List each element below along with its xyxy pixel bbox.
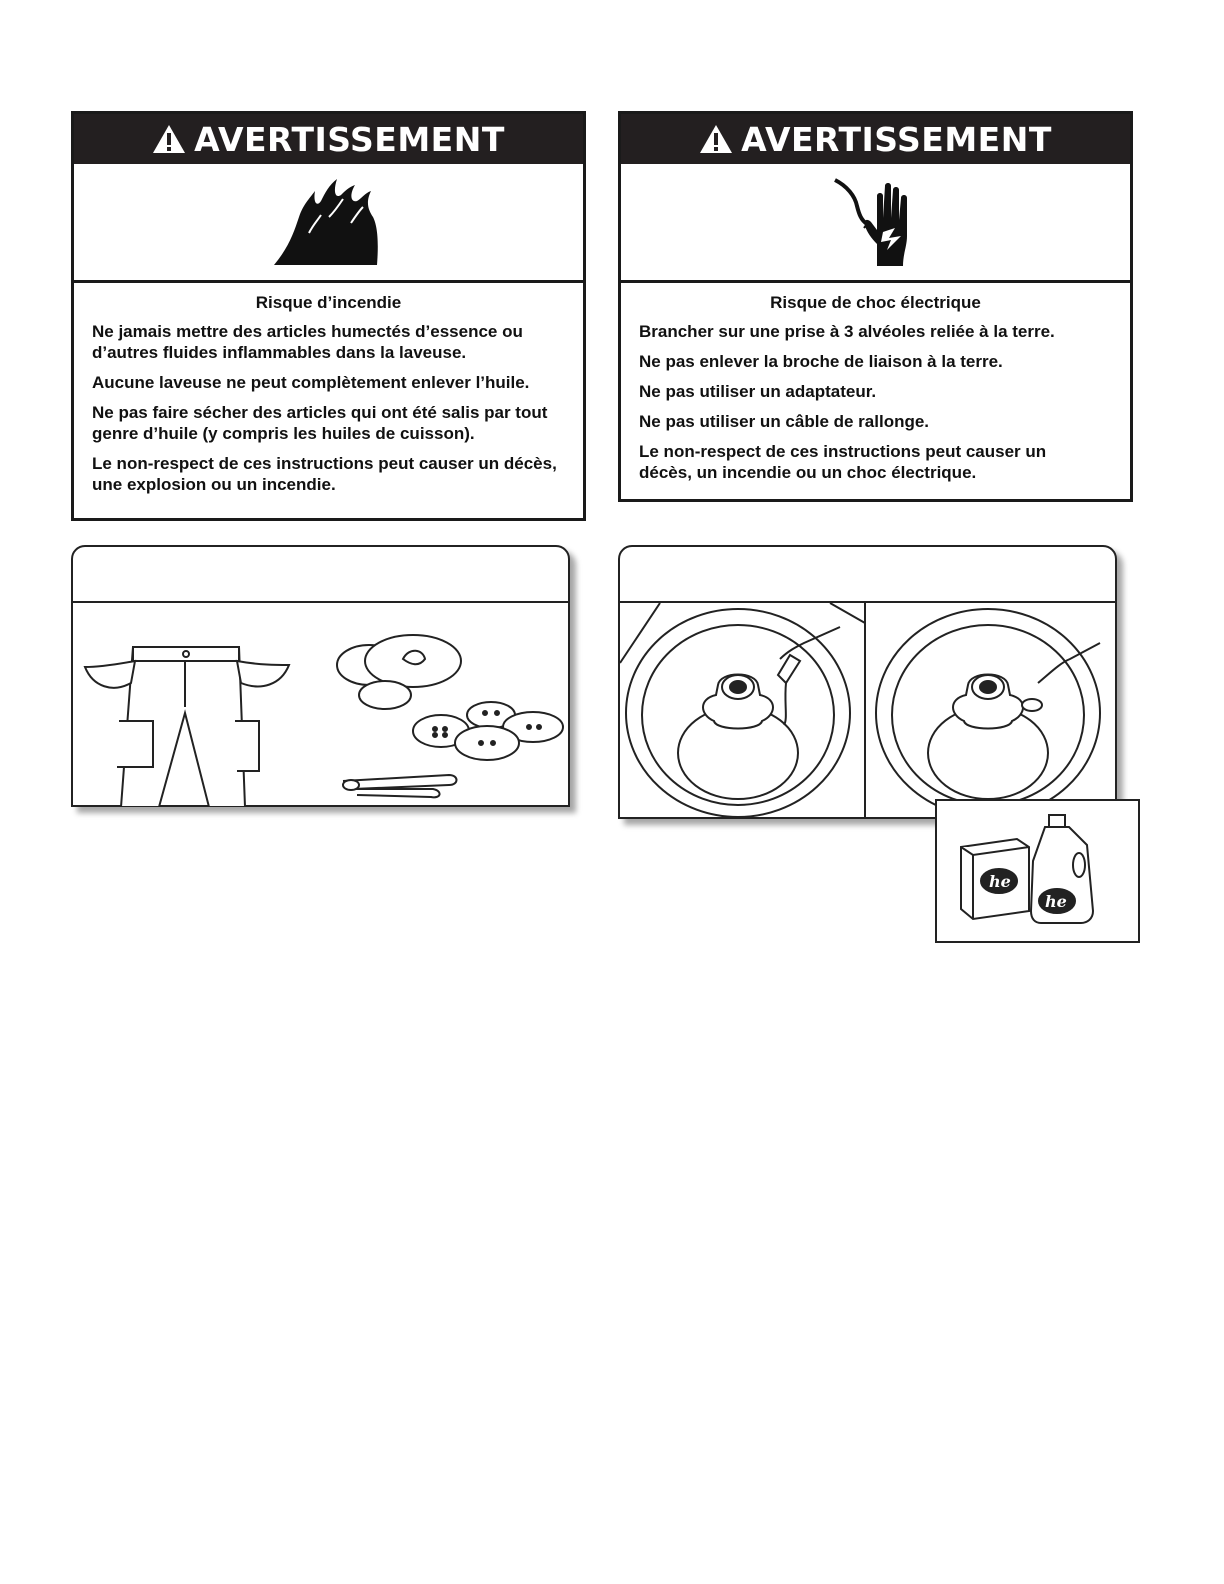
fire-warning-box — [71, 111, 586, 521]
detergent-bottle-illustration — [1031, 815, 1093, 923]
shock-warning-text: Le non-respect de ces instructions peut causer un décès, un incendie ou un choc électrique. — [639, 442, 1047, 482]
detergent-box-illustration — [961, 839, 1029, 919]
add-detergent-illustration — [620, 603, 1115, 824]
fire-icon — [269, 177, 389, 267]
electric-shock-hand-icon — [831, 174, 921, 270]
safety-pins-illustration — [343, 775, 457, 797]
card-header — [620, 547, 1115, 603]
fire-icon-area — [74, 164, 583, 283]
shock-warning-text: Ne pas enlever la broche de liaison à la terre. — [639, 352, 1003, 371]
empty-pockets-illustration — [73, 603, 568, 812]
warning-header-text: AVERTISSEMENT — [741, 119, 1052, 159]
svg-text:he: he — [989, 872, 1011, 891]
shock-warning-box — [618, 111, 1133, 502]
fire-risk-title: Risque d’incendie — [255, 293, 402, 312]
card-header — [73, 547, 568, 603]
add-detergent-card — [618, 545, 1117, 819]
shock-risk-title: Risque de choc électrique — [770, 293, 981, 312]
shock-warning-text: Brancher sur une prise à 3 alvéoles reliée à la terre. — [639, 322, 1055, 341]
warning-header — [621, 114, 1130, 164]
he-detergent-inset — [935, 799, 1140, 943]
fire-warning-text: Aucune laveuse ne peut complètement enlever l’huile. — [92, 373, 530, 392]
fire-warning-text: Ne pas faire sécher des articles qui ont été salis par tout genre d’huile (y compris les huiles de cuisson). — [92, 403, 548, 443]
shock-icon-area — [621, 164, 1130, 283]
fire-warning-text: Le non-respect de ces instructions peut causer un décès, une explosion ou un incendie. — [92, 454, 557, 494]
fire-warning-text: Ne jamais mettre des articles humectés d’essence ou d’autres fluides inflammables dans la laveuse. — [92, 322, 523, 362]
shock-warning-text: Ne pas utiliser un adaptateur. — [639, 382, 877, 401]
warning-header-text: AVERTISSEMENT — [194, 119, 505, 159]
svg-text:he: he — [1045, 892, 1067, 911]
pants-illustration — [85, 647, 289, 807]
buttons-illustration — [413, 702, 563, 760]
coins-illustration — [337, 635, 461, 709]
washer-drum-right — [876, 609, 1100, 817]
empty-pockets-card — [71, 545, 570, 807]
shock-warning-text: Ne pas utiliser un câble de rallonge. — [639, 412, 930, 431]
washer-drum-left — [620, 603, 865, 817]
fire-warning-body — [74, 283, 583, 514]
warning-triangle-icon — [699, 124, 733, 154]
shock-warning-body — [621, 283, 1130, 502]
warning-triangle-icon — [152, 124, 186, 154]
warning-header — [74, 114, 583, 164]
